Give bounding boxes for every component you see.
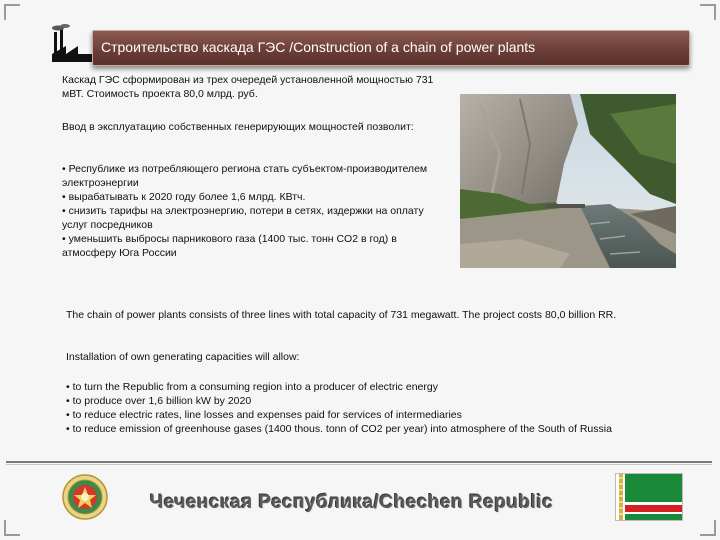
en-lead: Installation of own generating capacities will allow: bbox=[66, 351, 300, 363]
chechen-flag-icon bbox=[616, 474, 682, 520]
list-item: • to produce over 1,6 billion kW by 2020 bbox=[66, 395, 252, 407]
mountain-river-photo bbox=[460, 94, 676, 268]
list-item: • to reduce electric rates, line losses and expenses paid for services of intermediaries bbox=[66, 409, 462, 421]
list-item: • Республике из потребляющего региона стать субъектом-производителем электроэнергии bbox=[62, 163, 428, 189]
footer-divider-shadow bbox=[6, 464, 712, 465]
en-bullet-list bbox=[66, 380, 666, 436]
power-plant-icon bbox=[50, 24, 94, 64]
list-item: • уменьшить выбросы парникового газа (1400 тыс. тонн CO2 в год) в атмосферу Юга России bbox=[62, 233, 397, 259]
list-item: • вырабатывать к 2020 году более 1,6 млрд. КВтч. bbox=[62, 191, 306, 203]
title-bar bbox=[92, 30, 690, 66]
ru-bullet-list bbox=[62, 162, 442, 260]
list-item: • to reduce emission of greenhouse gases (1400 thous. tonn of CO2 per year) into atmosphere of the South of Russia bbox=[66, 423, 612, 435]
en-intro: The chain of power plants consists of three lines with total capacity of 731 megawatt. The project costs 80,0 billion RR. bbox=[66, 309, 617, 321]
ru-lead: Ввод в эксплуатацию собственных генерирующих мощностей позволит: bbox=[62, 121, 414, 133]
corner-mark-bottom-right bbox=[700, 520, 716, 536]
coat-of-arms-icon bbox=[62, 474, 108, 520]
list-item: • снизить тарифы на электроэнергию, потери в сетях, издержки на оплату услуг посредников bbox=[62, 205, 424, 231]
corner-mark-top-right bbox=[700, 4, 716, 20]
ru-intro: Каскад ГЭС сформирован из трех очередей установленной мощностью 731 мВТ. Стоимость проекта 80,0 млрд. руб. bbox=[62, 74, 434, 100]
slide-title: Строительство каскада ГЭС /Construction of a chain of power plants bbox=[101, 39, 536, 55]
footer-divider bbox=[6, 461, 712, 463]
list-item: • to turn the Republic from a consuming region into a producer of electric energy bbox=[66, 381, 438, 393]
corner-mark-top-left bbox=[4, 4, 20, 20]
footer-title: Чеченская Республика/Chechen Republic bbox=[150, 492, 554, 513]
corner-mark-bottom-left bbox=[4, 520, 20, 536]
